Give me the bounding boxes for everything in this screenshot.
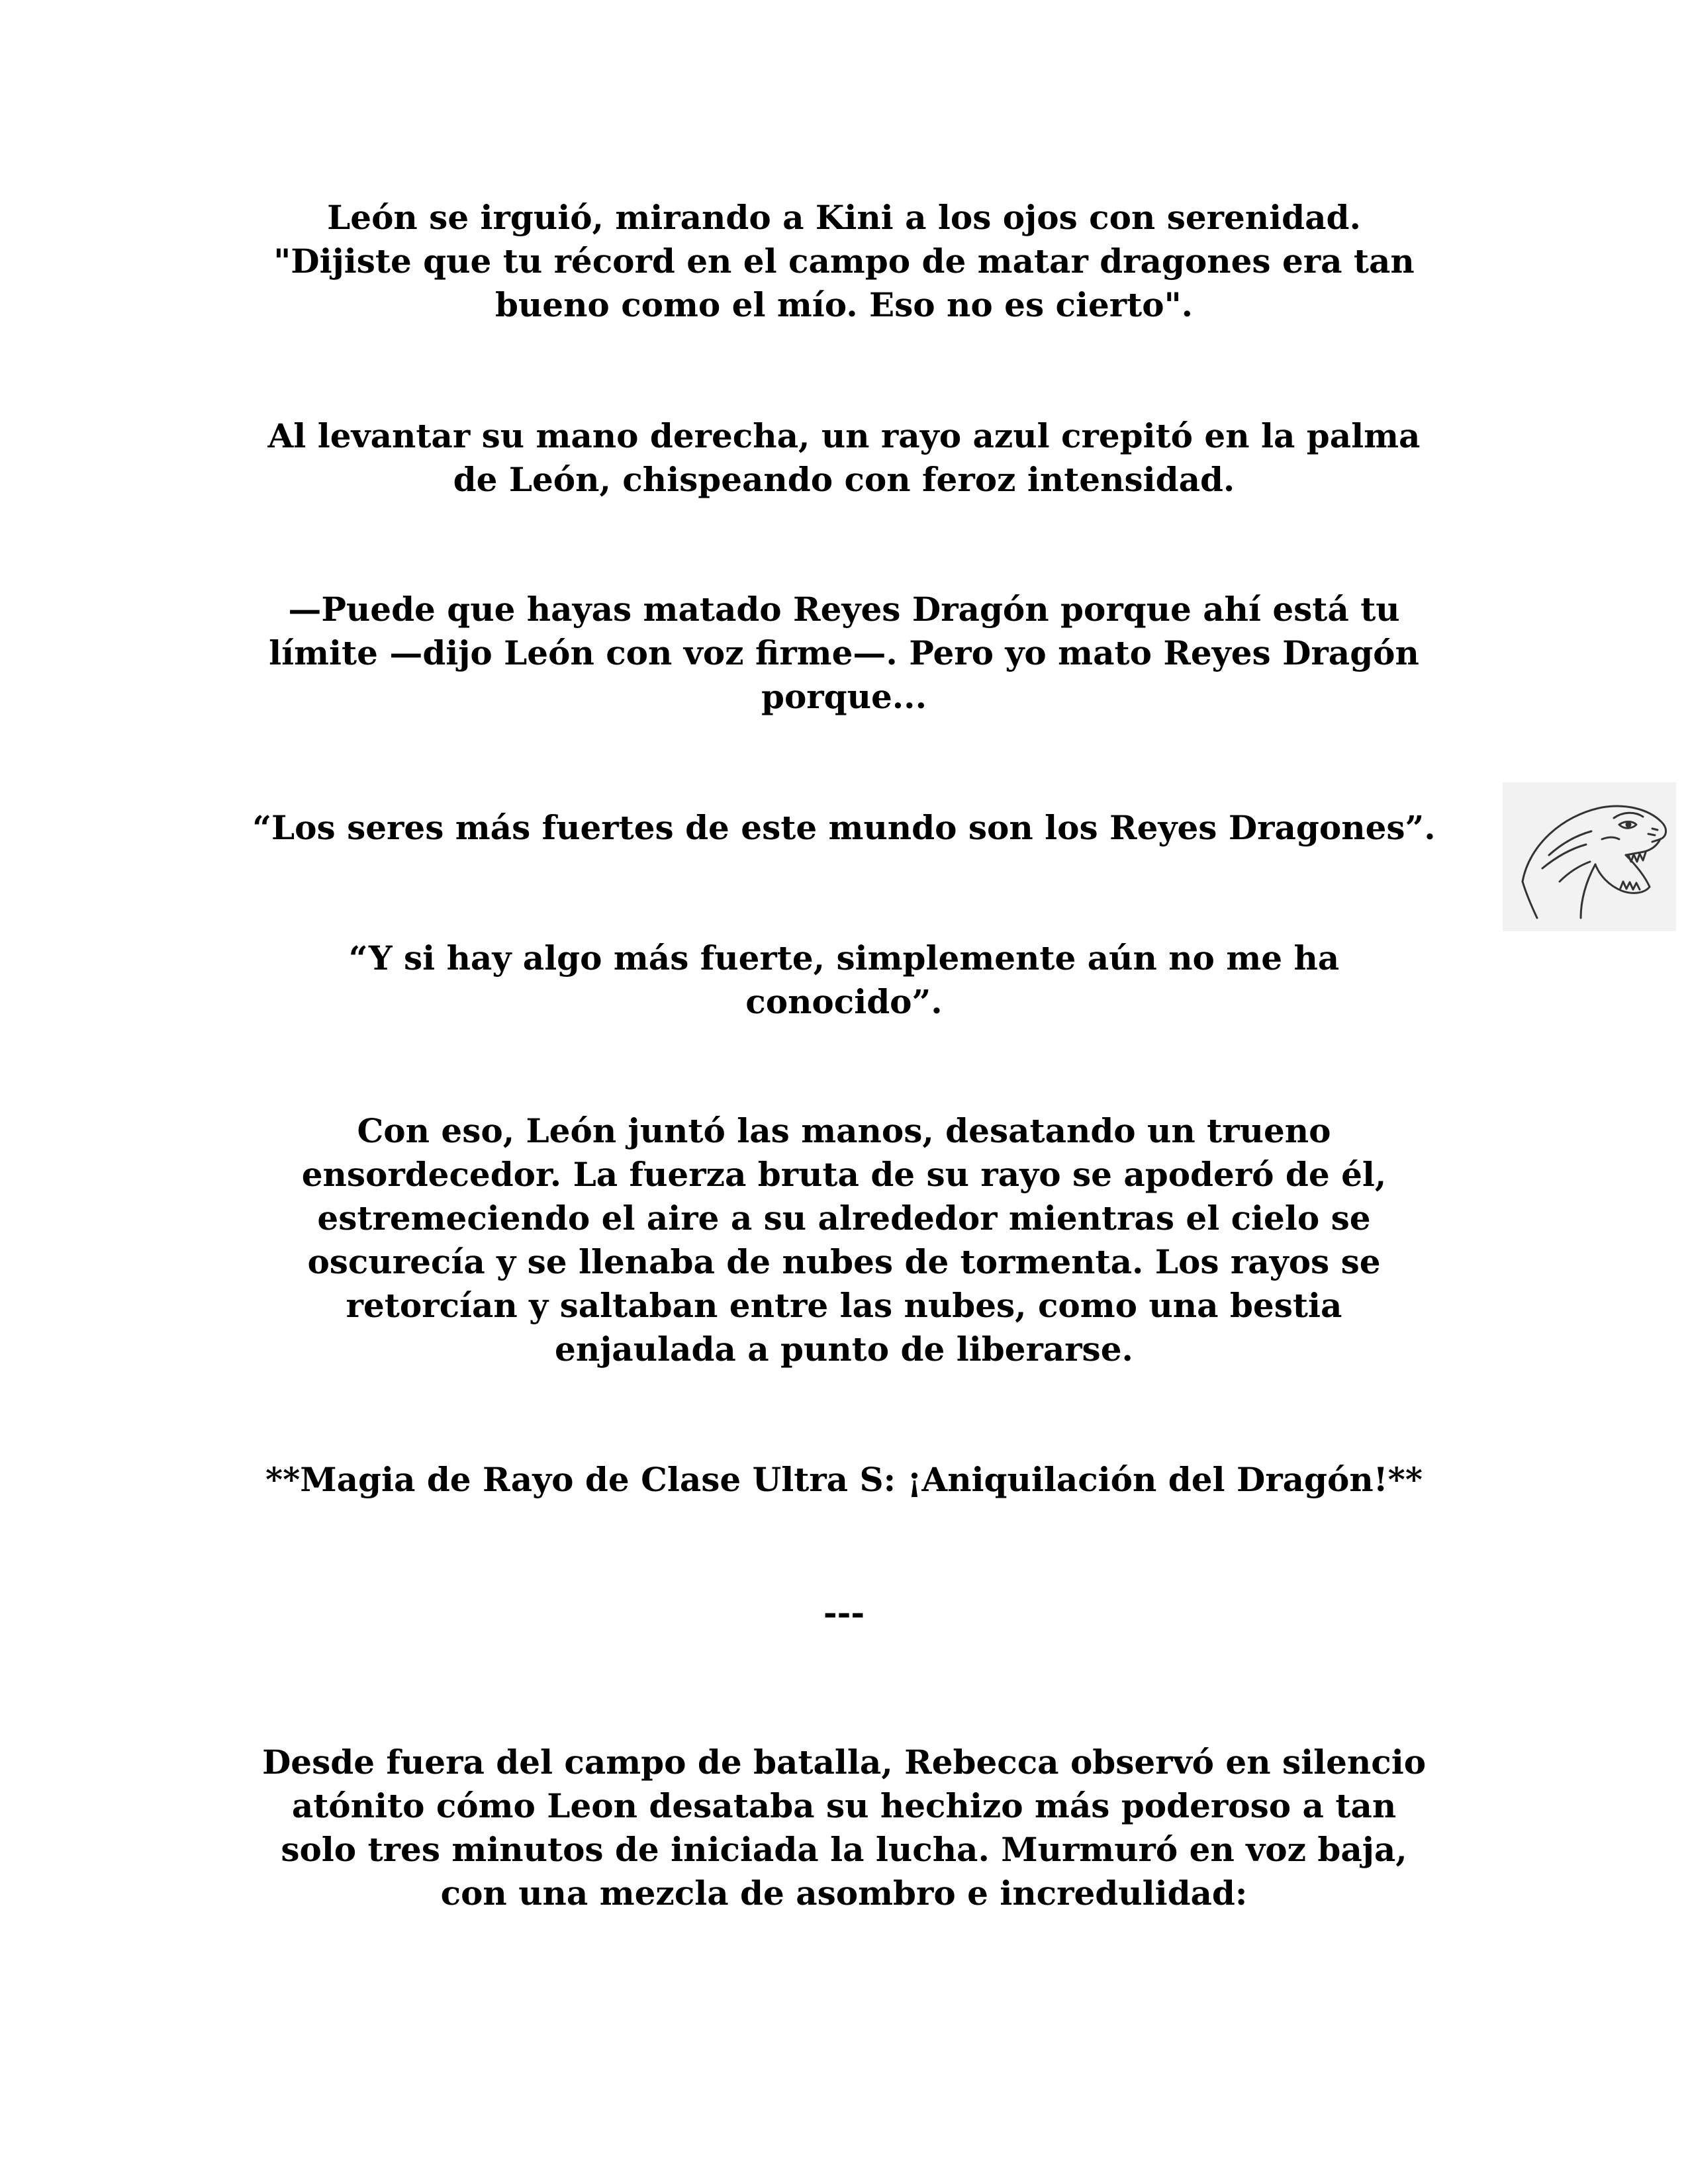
paragraph-rebecca-watches: Desde fuera del campo de batalla, Rebecca observó en silencio atónito cómo Leon desataba su hechizo más poderoso a tan solo tres minutos de iniciada la lucha. Murmuró en voz baja, con una mezcla de asombro e incredulidad: [261,1743,1427,1913]
scene-break-divider: --- [823,1593,865,1632]
paragraph-strongest-beings: “Los seres más fuertes de este mundo son los Reyes Dragones”. [252,808,1436,847]
paragraph-thunder-unleashed: Con eso, León juntó las manos, desatando un trueno ensordecedor. La fuerza bruta de su rayo se apoderó de él, estremeciendo el aire a su alrededor mientras el cielo se oscurecía y se llenaba de nubes de tormenta. Los rayos se retorcían y saltaban entre las nubes, como una bestia enjaulada a punto de liberarse. [301,1111,1387,1369]
spell-name-heading: **Magia de Rayo de Clase Ultra S: ¡Aniquilación del Dragón!** [265,1460,1423,1499]
paragraph-dragon-kings-limit: —Puede que hayas matado Reyes Dragón porque ahí está tu límite —dijo León con voz firme—. Pero yo mato Reyes Dragón porque... [269,590,1419,716]
paragraph-blue-lightning: Al levantar su mano derecha, un rayo azul crepitó en la palma de León, chispeando con feroz intensidad. [267,416,1421,499]
paragraph-leon-stands: León se irguió, mirando a Kini a los ojos con serenidad. "Dijiste que tu récord en el campo de matar dragones era tan bueno como el mío. Eso no es cierto". [273,198,1415,324]
dragon-head-sketch-icon [1503,782,1676,931]
paragraph-something-stronger: “Y si hay algo más fuerte, simplemente aún no me ha conocido”. [348,938,1340,1021]
